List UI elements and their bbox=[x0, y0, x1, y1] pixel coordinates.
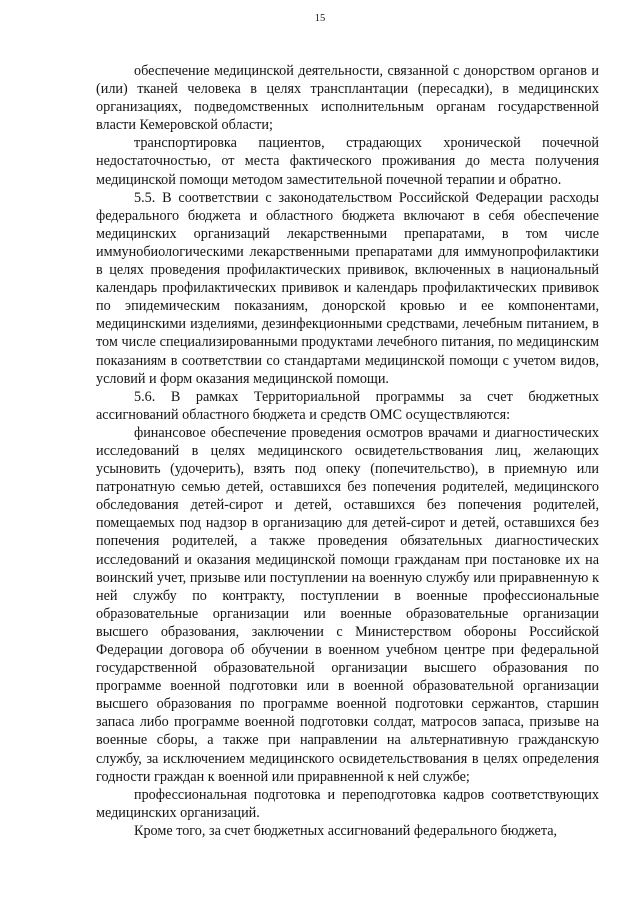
paragraph-5-5: 5.5. В соответствии с законодательством Российской Федерации расходы федерального бюджета и областного бюджета включают в себя обеспечение медицинских организаций лекарственными препаратами, в том числе иммунобиологическими лекарственными препаратами для иммунопрофилактики в целях проведения профилактических прививок, включенных в национальный календарь профилактических прививок и календарь профилактических прививок по эпидемическим показаниям, донорской кровью и ее компонентами, медицинскими изделиями, дезинфекционными средствами, лечебным питанием, в том числе специализированными продуктами лечебного питания, по медицинским показаниям в соответствии со стандартами медицинской помощи с учетом видов, условий и форм оказания медицинской помощи. bbox=[96, 189, 599, 387]
paragraph-training: профессиональная подготовка и переподготовка кадров соответствующих медицинских организаций. bbox=[96, 786, 599, 821]
body-text bbox=[96, 62, 599, 840]
paragraph-financing: финансовое обеспечение проведения осмотров врачами и диагностических исследований в целях медицинского освидетельствования лиц, желающих усыновить (удочерить), взять под опеку (попечительство), в приемную или патронатную семью детей, оставшихся без попечения родителей, медицинского обследования детей-сирот и детей, оставшихся без попечения родителей, помещаемых под надзор в организацию для детей-сирот и детей, оставшихся без попечения родителей, а также проведения обязательных диагностических исследований и оказания медицинской помощи гражданам при постановке их на воинский учет, призыве или поступлении на военную службу или приравненную к ней службу по контракту, поступлении в военные профессиональные образовательные организации или военные образовательные организации высшего образования, заключении с Министерством обороны Российской Федерации договора об обучении в военном учебном центре при федеральной государственной образовательной организации высшего образования по программе военной подготовки или в военной образовательной организации высшего образования по программе военной подготовки сержантов, старшин запаса либо программе военной подготовки солдат, матросов запаса, призыве на военные сборы, а также при направлении на альтернативную гражданскую службу, за исключением медицинского освидетельствования в целях определения годности граждан к военной или приравненной к ней службе; bbox=[96, 424, 599, 785]
page-number: 15 bbox=[314, 13, 326, 24]
paragraph-transport: транспортировка пациентов, страдающих хронической почечной недостаточностью, от места фактического проживания до места получения медицинской помощи методом заместительной почечной терапии и обратно. bbox=[96, 135, 599, 188]
paragraph-federal-budget: Кроме того, за счет бюджетных ассигнований федерального бюджета, bbox=[134, 822, 558, 839]
paragraph-5-6: 5.6. В рамках Территориальной программы за счет бюджетных ассигнований областного бюджета и средств ОМС осуществляются: bbox=[96, 388, 599, 423]
paragraph-donorship: обеспечение медицинской деятельности, связанной с донорством органов и (или) тканей человека в целях трансплантации (пересадки), в медицинских организациях, подведомственных исполнительным органам государственной власти Кемеровской области; bbox=[96, 63, 599, 134]
